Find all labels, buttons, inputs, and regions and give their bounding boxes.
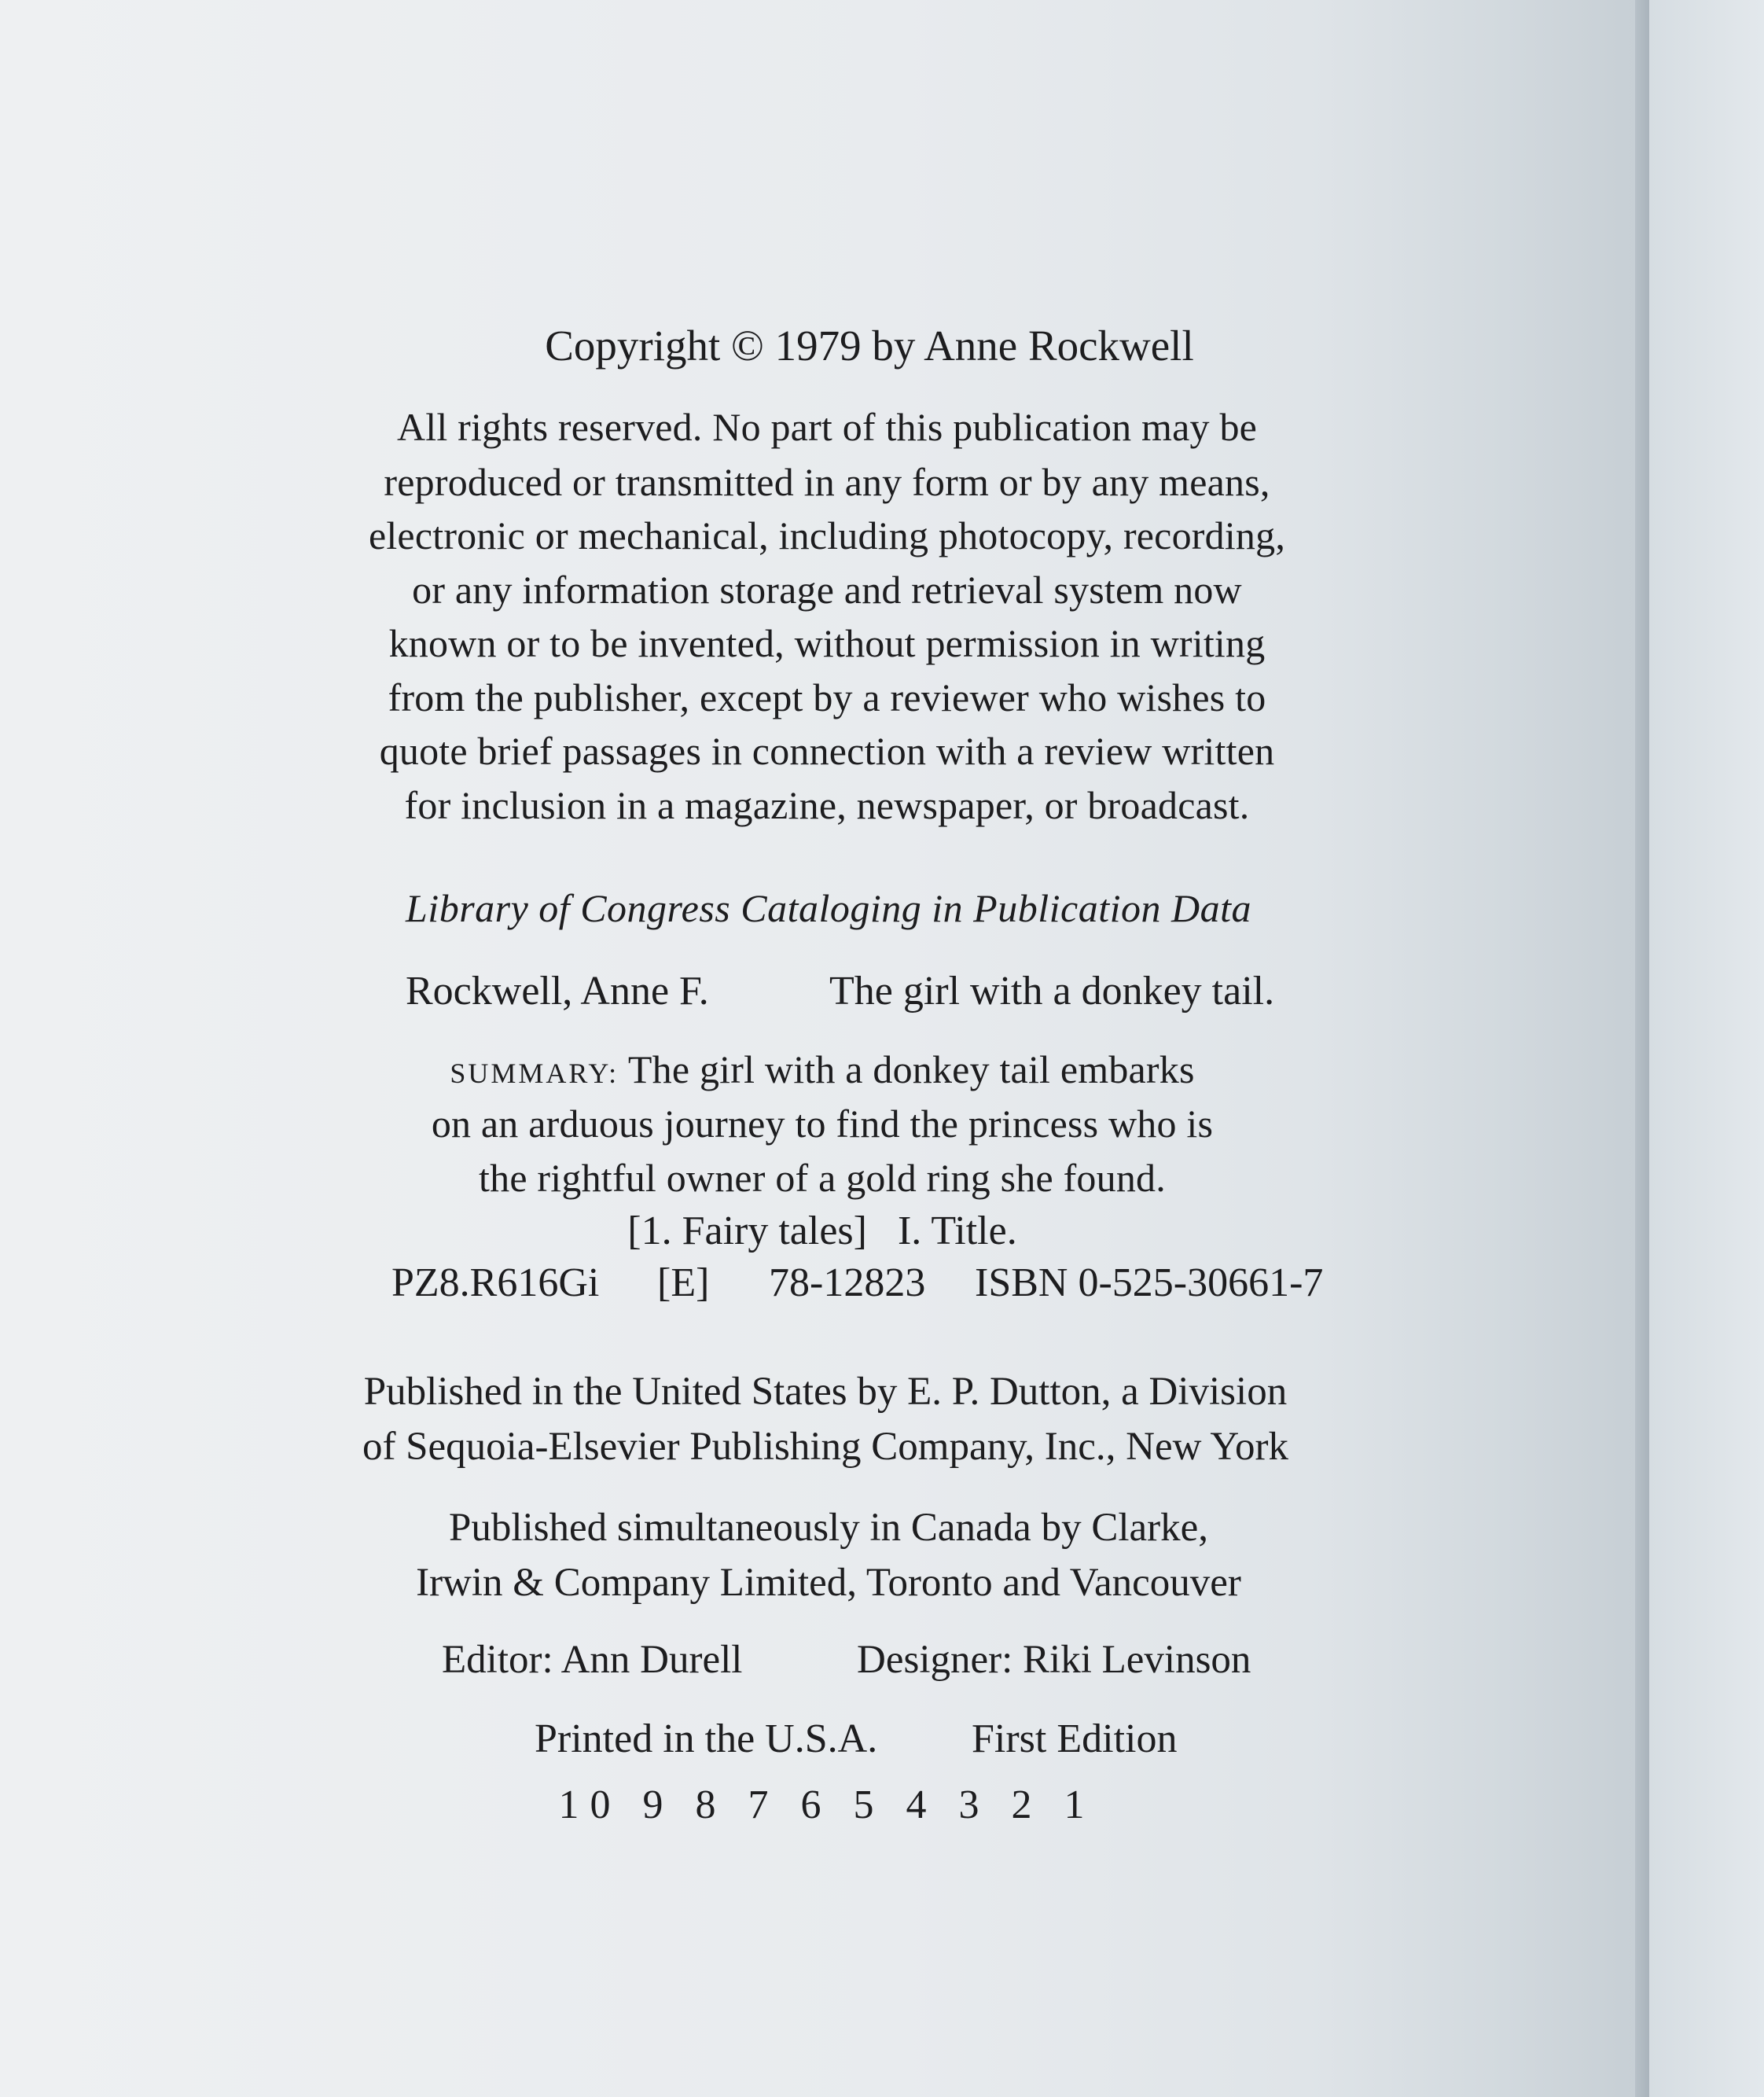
- cip-subjects: [0, 1211, 1648, 1252]
- cip-author: Rockwell, Anne F.: [406, 969, 709, 1014]
- printer-number-line: 10 9 8 7 6 5 4 3 2 1: [558, 1782, 1096, 1827]
- editor-credit: Editor: Ann Durell: [442, 1638, 743, 1682]
- cip-category: [E]: [657, 1260, 710, 1305]
- rights-line: from the publisher, except by a reviewer who wishes to: [388, 675, 1266, 719]
- designer-credit: Designer: Riki Levinson: [857, 1638, 1251, 1682]
- cip-classification: PZ8.R616Gi: [391, 1260, 600, 1305]
- publisher-line: of Sequoia-Elsevier Publishing Company, Inc., New York: [362, 1425, 1289, 1469]
- publisher-line: Published in the United States by E. P. Dutton, a Division: [363, 1370, 1288, 1414]
- subjects-text: [1. Fairy tales] I. Title.: [627, 1209, 1017, 1253]
- cip-isbn: ISBN 0-525-30661-7: [975, 1260, 1324, 1305]
- rights-line: for inclusion in a magazine, newspaper, or broadcast.: [404, 783, 1250, 827]
- edition-statement: First Edition: [972, 1716, 1178, 1761]
- cip-title: The girl with a donkey tail.: [829, 969, 1275, 1014]
- rights-line: electronic or mechanical, including photocopy, recording,: [368, 513, 1286, 557]
- rights-line: known or to be invented, without permission in writing: [388, 621, 1266, 665]
- canada-line: Irwin & Company Limited, Toronto and Vancouver: [416, 1561, 1241, 1605]
- adjacent-page: [1649, 0, 1764, 2097]
- page-edge-shadow: [1635, 0, 1649, 2097]
- cip-lccn: 78-12823: [769, 1260, 926, 1305]
- rights-line: reproduced or transmitted in any form or by any means,: [384, 460, 1270, 504]
- rights-line: or any information storage and retrieval system now: [412, 568, 1242, 612]
- cip-summary-line: on an arduous journey to find the princess who is: [431, 1102, 1214, 1146]
- cip-summary-line: the rightful owner of a gold ring she found.: [479, 1156, 1166, 1200]
- rights-line: All rights reserved. No part of this publication may be: [396, 405, 1258, 449]
- cip-header: Library of Congress Cataloging in Publication Data: [406, 886, 1251, 930]
- cip-summary-line: [0, 1047, 1648, 1091]
- summary-label: SUMMARY:: [450, 1058, 619, 1089]
- canada-line: Published simultaneously in Canada by Clarke,: [448, 1506, 1209, 1550]
- copyright-notice: Copyright © 1979 by Anne Rockwell: [545, 322, 1194, 370]
- printed-in: Printed in the U.S.A.: [535, 1716, 878, 1761]
- rights-line: quote brief passages in connection with a review written: [379, 729, 1275, 773]
- summary-text: The girl with a donkey tail embarks: [627, 1047, 1195, 1091]
